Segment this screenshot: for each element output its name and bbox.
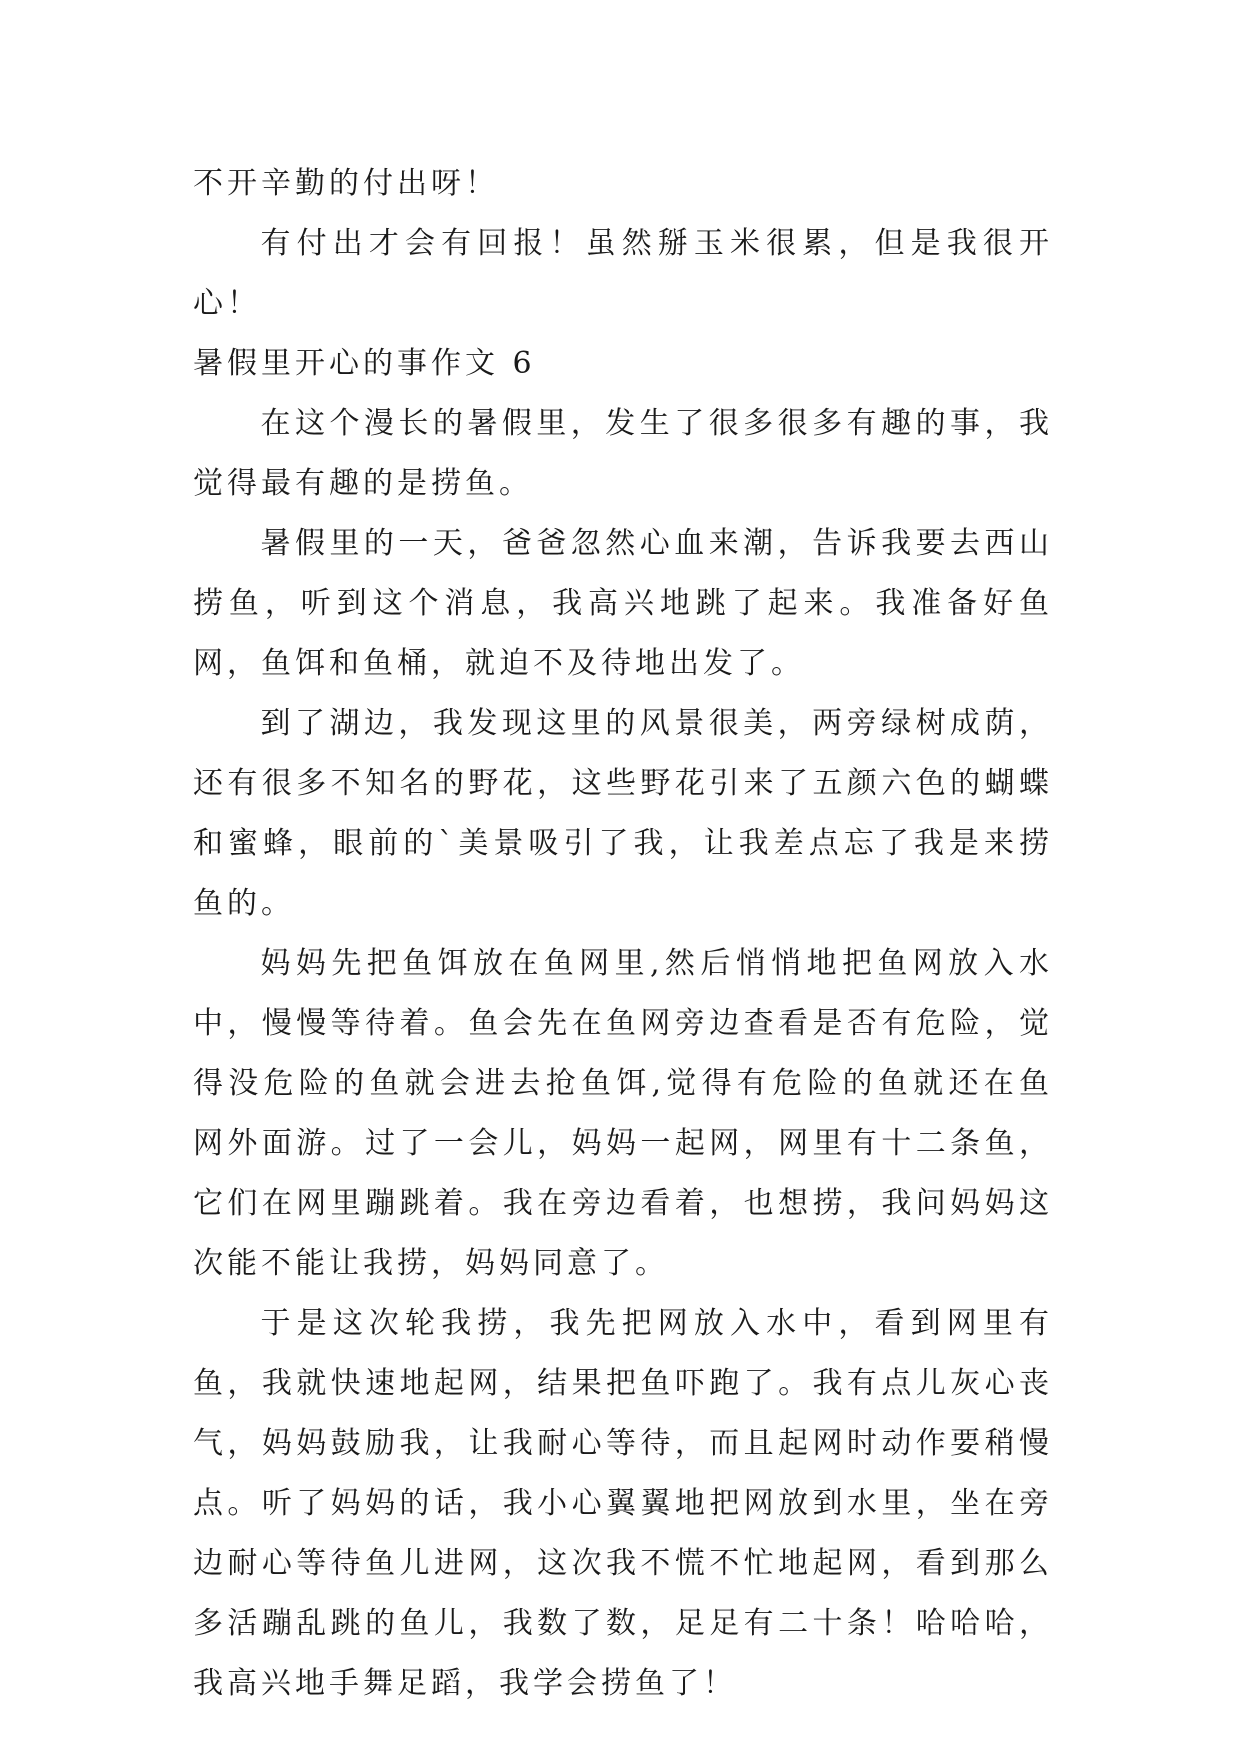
paragraph-departure: 暑假里的一天，爸爸忽然心血来潮，告诉我要去西山捞鱼，听到这个消息，我高兴地跳了起来。我准备好鱼网，鱼饵和鱼桶，就迫不及待地出发了。 — [193, 526, 1053, 681]
paragraph-reward: 有付出才会有回报！虽然掰玉米很累，但是我很开心！ — [193, 226, 1053, 321]
paragraph-mother-fishing: 妈妈先把鱼饵放在鱼网里,然后悄悄地把鱼网放入水中，慢慢等待着。鱼会先在鱼网旁边查看是否有危险，觉得没危险的鱼就会进去抢鱼饵,觉得有危险的鱼就还在鱼网外面游。过了一会儿，妈妈一起网，网里有十二条鱼，它们在网里蹦跳着。我在旁边看着，也想捞，我问妈妈这次能不能让我捞，妈妈同意了。 — [193, 946, 1053, 1281]
essay-title: 暑假里开心的事作文 6 — [193, 346, 536, 381]
paragraph-lake-scenery: 到了湖边，我发现这里的风景很美，两旁绿树成荫，还有很多不知名的野花，这些野花引来了五颜六色的蝴蝶和蜜蜂，眼前的`美景吸引了我，让我差点忘了我是来捞鱼的。 — [193, 706, 1053, 921]
paragraph-continuation: 不开辛勤的付出呀！ — [193, 166, 499, 201]
paragraph-intro: 在这个漫长的暑假里，发生了很多很多有趣的事，我觉得最有趣的是捞鱼。 — [193, 406, 1053, 501]
paragraph-my-turn: 于是这次轮我捞，我先把网放入水中，看到网里有鱼，我就快速地起网，结果把鱼吓跑了。我有点儿灰心丧气，妈妈鼓励我，让我耐心等待，而且起网时动作要稍慢点。听了妈妈的话，我小心翼翼地把网放到水里，坐在旁边耐心等待鱼儿进网，这次我不慌不忙地起网，看到那么多活蹦乱跳的鱼儿，我数了数，足足有二十条！哈哈哈，我高兴地手舞足蹈，我学会捞鱼了！ — [193, 1306, 1053, 1701]
document-page — [193, 154, 1053, 1714]
